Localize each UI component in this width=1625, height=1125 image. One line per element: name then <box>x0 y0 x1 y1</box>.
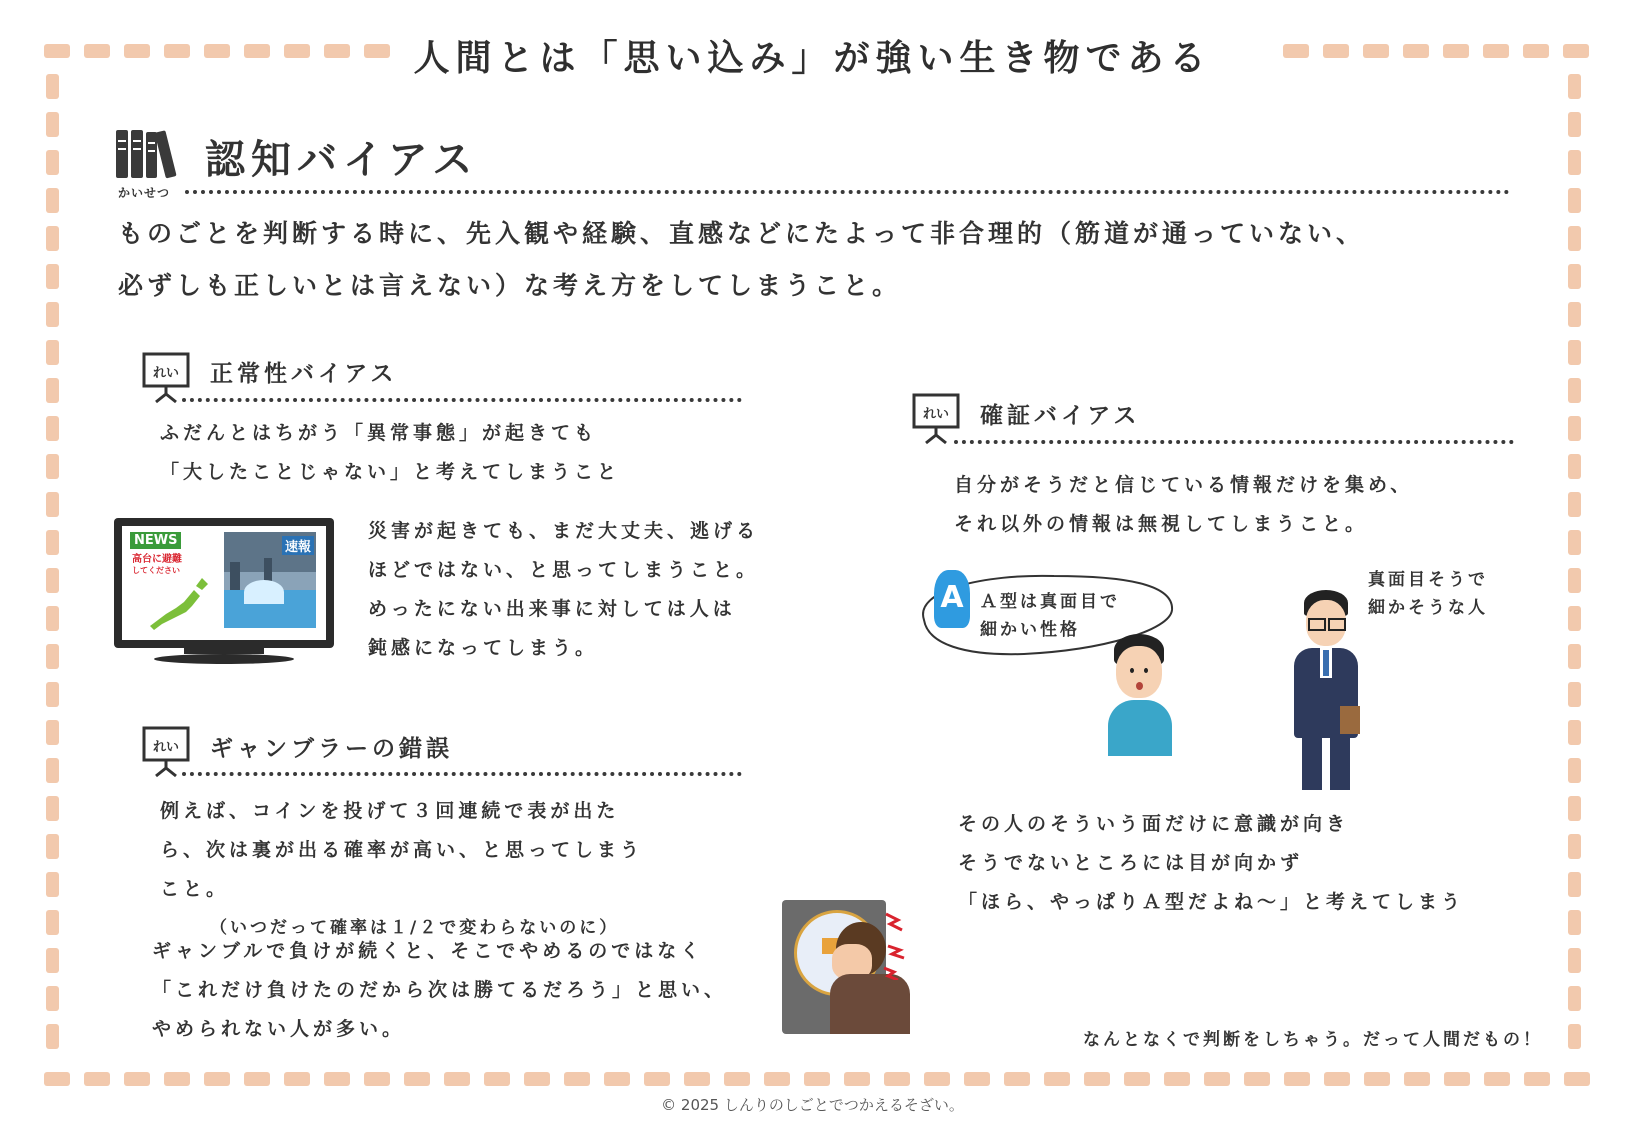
breaking-news-label: 速報 <box>282 536 314 555</box>
frame-dash <box>46 910 59 935</box>
businessman-caption-line: 細かそうな人 <box>1368 598 1488 618</box>
frame-dash <box>46 834 59 859</box>
gambler-heading: ギャンブラーの錯誤 <box>210 736 453 762</box>
frame-dash <box>46 986 59 1011</box>
normalcy-desc-line: ふだんとはちがう「異常事態」が起きても <box>160 422 598 444</box>
confirmation-heading: 確証バイアス <box>980 403 1141 429</box>
confirmation-desc-line: それ以外の情報は無視してしまうこと。 <box>954 513 1369 535</box>
frame-dash <box>46 378 59 403</box>
normalcy-example-line: めったにない出来事に対しては人は <box>368 598 736 620</box>
frame-dash <box>46 112 59 137</box>
definition-line: 必ずしも正しいとは言えない）な考え方をしてしまうこと。 <box>118 271 902 300</box>
frame-dash <box>884 1072 910 1086</box>
frame-dash <box>1004 1072 1030 1086</box>
books-icon <box>114 128 180 184</box>
frame-dash <box>1568 302 1581 327</box>
rei-label: れい <box>152 740 180 755</box>
frame-dash <box>1444 1072 1470 1086</box>
frame-dash <box>804 1072 830 1086</box>
frame-dash <box>1568 948 1581 973</box>
frame-dash <box>46 872 59 897</box>
gambler-desc-line: ら、次は裏が出る確率が高い、と思ってしまう <box>160 839 644 861</box>
gambler-underline <box>182 772 742 776</box>
page-title: 人間とは「思い込み」が強い生き物である <box>413 38 1212 79</box>
gambler-desc-line: 例えば、コインを投げて３回連続で表が出た <box>160 800 620 822</box>
pachinko-player-illustration <box>782 900 912 1034</box>
frame-dash <box>1568 264 1581 289</box>
frame-dash <box>46 530 59 555</box>
gambler-example-line: ギャンブルで負けが続くと、そこでやめるのではなく <box>152 940 704 962</box>
confirmation-description <box>954 466 1413 544</box>
frame-dash <box>204 1072 230 1086</box>
frame-dash <box>46 416 59 441</box>
frame-dash <box>1524 1072 1550 1086</box>
normalcy-heading: 正常性バイアス <box>210 361 398 387</box>
frame-dash <box>46 606 59 631</box>
frame-dash <box>1568 834 1581 859</box>
frame-dash <box>1284 1072 1310 1086</box>
frame-dash <box>46 568 59 593</box>
frame-dash <box>46 720 59 745</box>
blood-type-a-icon: A <box>934 570 970 628</box>
frame-dash <box>1324 1072 1350 1086</box>
normalcy-example-line: ほどではない、と思ってしまうこと。 <box>368 559 760 581</box>
bubble-line: 細かい性格 <box>980 620 1080 640</box>
frame-dash <box>1568 644 1581 669</box>
kaisetsu-label: かいせつ <box>118 186 171 200</box>
frame-dash <box>164 1072 190 1086</box>
frame-dash <box>1404 1072 1430 1086</box>
frame-dash <box>524 1072 550 1086</box>
frame-dash <box>484 1072 510 1086</box>
gambler-example-line: 「これだけ負けたのだから次は勝てるだろう」と思い、 <box>152 979 728 1001</box>
confirmation-example <box>958 805 1464 922</box>
frame-dash <box>1568 606 1581 631</box>
normalcy-example-line: 鈍感になってしまう。 <box>368 637 599 659</box>
businessman-caption <box>1368 566 1488 622</box>
frame-dash <box>964 1072 990 1086</box>
gambler-note: （いつだって確率は１/２で変わらないのに） <box>210 918 620 938</box>
copyright-notice: © 2025 しんりのしごとでつかえるそざい。 <box>661 1096 964 1114</box>
tv-news-illustration <box>114 518 334 666</box>
frame-dash <box>46 492 59 517</box>
frame-dash <box>1044 1072 1070 1086</box>
confirmation-example-line: 「ほら、やっぱりＡ型だよね～」と考えてしまう <box>958 891 1465 913</box>
frame-dash <box>46 454 59 479</box>
normalcy-description <box>160 414 620 492</box>
frame-dash <box>1568 340 1581 365</box>
news-label: NEWS <box>130 532 181 549</box>
businessman-illustration <box>1290 590 1364 794</box>
frame-dash <box>1568 872 1581 897</box>
frame-dash <box>1568 758 1581 783</box>
frame-dash <box>1244 1072 1270 1086</box>
confirmation-example-line: その人のそういう面だけに意識が向き <box>958 813 1350 835</box>
normalcy-underline <box>182 398 742 402</box>
frame-dash <box>1484 1072 1510 1086</box>
main-heading: 認知バイアス <box>205 137 479 183</box>
frame-dash <box>324 1072 350 1086</box>
frame-dash <box>724 1072 750 1086</box>
frame-dash <box>604 1072 630 1086</box>
frame-dash <box>46 150 59 175</box>
frame-dash <box>764 1072 790 1086</box>
frame-dash <box>1568 492 1581 517</box>
definition-text <box>118 208 1538 312</box>
frame-dash <box>404 1072 430 1086</box>
frame-dash <box>1568 150 1581 175</box>
bubble-line: Ａ型は真面目で <box>980 592 1120 612</box>
confirmation-desc-line: 自分がそうだと信じている情報だけを集め、 <box>954 474 1414 496</box>
frame-dash <box>46 302 59 327</box>
frame-dash <box>46 758 59 783</box>
frame-dash <box>1568 454 1581 479</box>
frame-dash <box>564 1072 590 1086</box>
frame-dash <box>1568 416 1581 441</box>
definition-line: ものごとを判断する時に、先入観や経験、直感などにたよって非合理的（筋道が通っていない、 <box>118 219 1366 248</box>
frame-dash <box>1568 112 1581 137</box>
frame-dash <box>1568 986 1581 1011</box>
gambler-description <box>160 792 643 909</box>
frame-dash <box>46 796 59 821</box>
frame-dash <box>44 1072 70 1086</box>
frame-dash <box>1568 568 1581 593</box>
frame-dash <box>1124 1072 1150 1086</box>
frame-dash <box>684 1072 710 1086</box>
frame-dash <box>1568 720 1581 745</box>
frame-dash <box>364 1072 390 1086</box>
frame-dash <box>84 1072 110 1086</box>
frame-dash <box>1568 796 1581 821</box>
frame-dash <box>46 188 59 213</box>
frame-dash <box>1204 1072 1230 1086</box>
normalcy-example <box>368 512 759 668</box>
frame-dash <box>1568 910 1581 935</box>
anger-lines-icon <box>882 910 912 980</box>
thinking-man-illustration <box>1108 634 1174 756</box>
frame-dash <box>46 948 59 973</box>
frame-dash <box>1568 1024 1581 1049</box>
gambler-example <box>152 932 727 1049</box>
gambler-desc-line: こと。 <box>160 878 230 900</box>
businessman-caption-line: 真面目そうで <box>1368 570 1488 590</box>
frame-dash <box>46 226 59 251</box>
frame-dash <box>1164 1072 1190 1086</box>
gambler-example-line: やめられない人が多い。 <box>152 1018 406 1040</box>
frame-dash <box>1568 226 1581 251</box>
evacuation-warning-line: してください <box>132 566 180 575</box>
frame-dash <box>1568 378 1581 403</box>
evacuation-warning-line: 高台に避難 <box>132 554 182 565</box>
frame-dash <box>1564 1072 1590 1086</box>
frame-dash <box>284 1072 310 1086</box>
normalcy-desc-line: 「大したことじゃない」と考えてしまうこと <box>160 461 621 483</box>
frame-dash <box>46 682 59 707</box>
heading-underline <box>185 190 1510 194</box>
frame-dash <box>1364 1072 1390 1086</box>
rei-label: れい <box>922 407 950 422</box>
frame-dash <box>844 1072 870 1086</box>
frame-dash <box>244 1072 270 1086</box>
frame-dash <box>46 1024 59 1049</box>
normalcy-example-line: 災害が起きても、まだ大丈夫、逃げる <box>368 520 760 542</box>
confirmation-example-line: そうでないところには目が向かず <box>958 852 1304 874</box>
confirmation-underline <box>954 440 1514 444</box>
frame-dash <box>1568 188 1581 213</box>
rei-label: れい <box>152 366 180 381</box>
frame-dash <box>444 1072 470 1086</box>
frame-dash <box>1568 530 1581 555</box>
japan-map-icon <box>142 576 212 636</box>
frame-dash <box>124 1072 150 1086</box>
frame-dash <box>924 1072 950 1086</box>
frame-dash <box>1084 1072 1110 1086</box>
frame-dash <box>46 340 59 365</box>
frame-dash <box>46 644 59 669</box>
closing-text: なんとなくで判断をしちゃう。だって人間だもの！ <box>1083 1030 1543 1050</box>
frame-dash <box>46 264 59 289</box>
frame-dash <box>1568 682 1581 707</box>
frame-dash <box>644 1072 670 1086</box>
